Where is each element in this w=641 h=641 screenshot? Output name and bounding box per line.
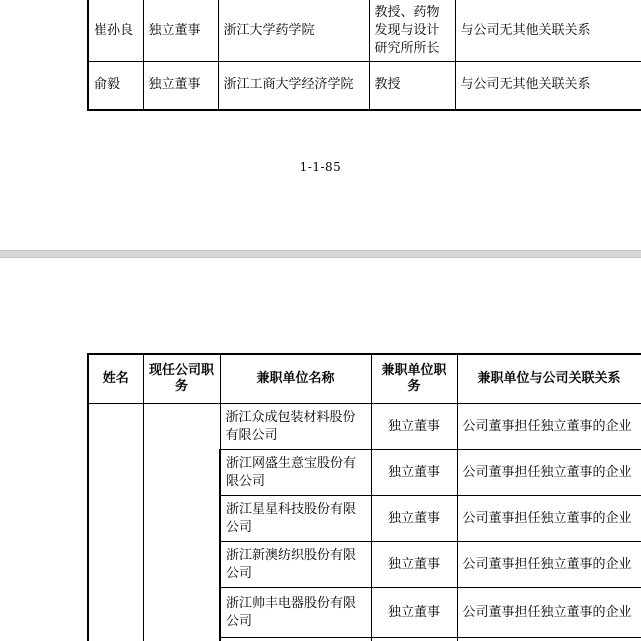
table-row bbox=[88, 62, 641, 110]
relation: 公司董事担任独立董事的企业 bbox=[457, 542, 641, 588]
table-row bbox=[88, 0, 641, 62]
directors-table-continued bbox=[87, 0, 641, 111]
table-header-row bbox=[88, 354, 641, 404]
header-unit-position: 兼职单位职务 bbox=[371, 354, 457, 404]
concurrent-title: 教授 bbox=[369, 62, 455, 110]
relation: 与公司无其他关联关系 bbox=[455, 0, 641, 62]
empty-cell bbox=[371, 638, 457, 641]
header-position: 现任公司职务 bbox=[143, 354, 220, 404]
document-page-lower bbox=[0, 258, 641, 641]
relation: 公司董事担任独立董事的企业 bbox=[457, 496, 641, 542]
empty-cell bbox=[457, 638, 641, 641]
relation: 与公司无其他关联关系 bbox=[455, 62, 641, 110]
concurrent-positions-table bbox=[87, 353, 641, 641]
relation: 公司董事担任独立董事的企业 bbox=[457, 404, 641, 450]
concurrent-unit-position: 独立董事 bbox=[371, 404, 457, 450]
merged-position-cell bbox=[143, 404, 220, 641]
director-name: 崔孙良 bbox=[88, 0, 143, 62]
concurrent-unit-position: 独立董事 bbox=[371, 588, 457, 638]
concurrent-unit: 浙江星星科技股份有限公司 bbox=[220, 496, 371, 542]
concurrent-unit: 浙江新澳纺织股份有限公司 bbox=[220, 542, 371, 588]
header-unit: 兼职单位名称 bbox=[220, 354, 371, 404]
concurrent-unit-position: 独立董事 bbox=[371, 450, 457, 496]
director-position: 独立董事 bbox=[143, 62, 218, 110]
page-number: 1-1-85 bbox=[299, 160, 342, 174]
header-relation: 兼职单位与公司关联关系 bbox=[457, 354, 641, 404]
concurrent-unit-position: 独立董事 bbox=[371, 496, 457, 542]
table-row bbox=[88, 404, 641, 450]
relation: 公司董事担任独立董事的企业 bbox=[457, 588, 641, 638]
header-name: 姓名 bbox=[88, 354, 143, 404]
merged-name-cell bbox=[88, 404, 143, 641]
concurrent-title: 教授、药物发现与设计研究所所长 bbox=[369, 0, 455, 62]
director-name: 俞毅 bbox=[88, 62, 143, 110]
concurrent-unit: 浙江帅丰电器股份有限公司 bbox=[220, 588, 371, 638]
concurrent-unit: 浙江网盛生意宝股份有限公司 bbox=[220, 450, 371, 496]
concurrent-unit: 浙江工商大学经济学院 bbox=[218, 62, 369, 110]
concurrent-unit: 浙江众成包装材料股份有限公司 bbox=[220, 404, 371, 450]
director-position: 独立董事 bbox=[143, 0, 218, 62]
document-page-upper bbox=[0, 0, 641, 250]
concurrent-unit: 浙江大学药学院 bbox=[218, 0, 369, 62]
relation: 公司董事担任独立董事的企业 bbox=[457, 450, 641, 496]
page-separator bbox=[0, 250, 641, 258]
empty-cell bbox=[220, 638, 371, 641]
concurrent-unit-position: 独立董事 bbox=[371, 542, 457, 588]
